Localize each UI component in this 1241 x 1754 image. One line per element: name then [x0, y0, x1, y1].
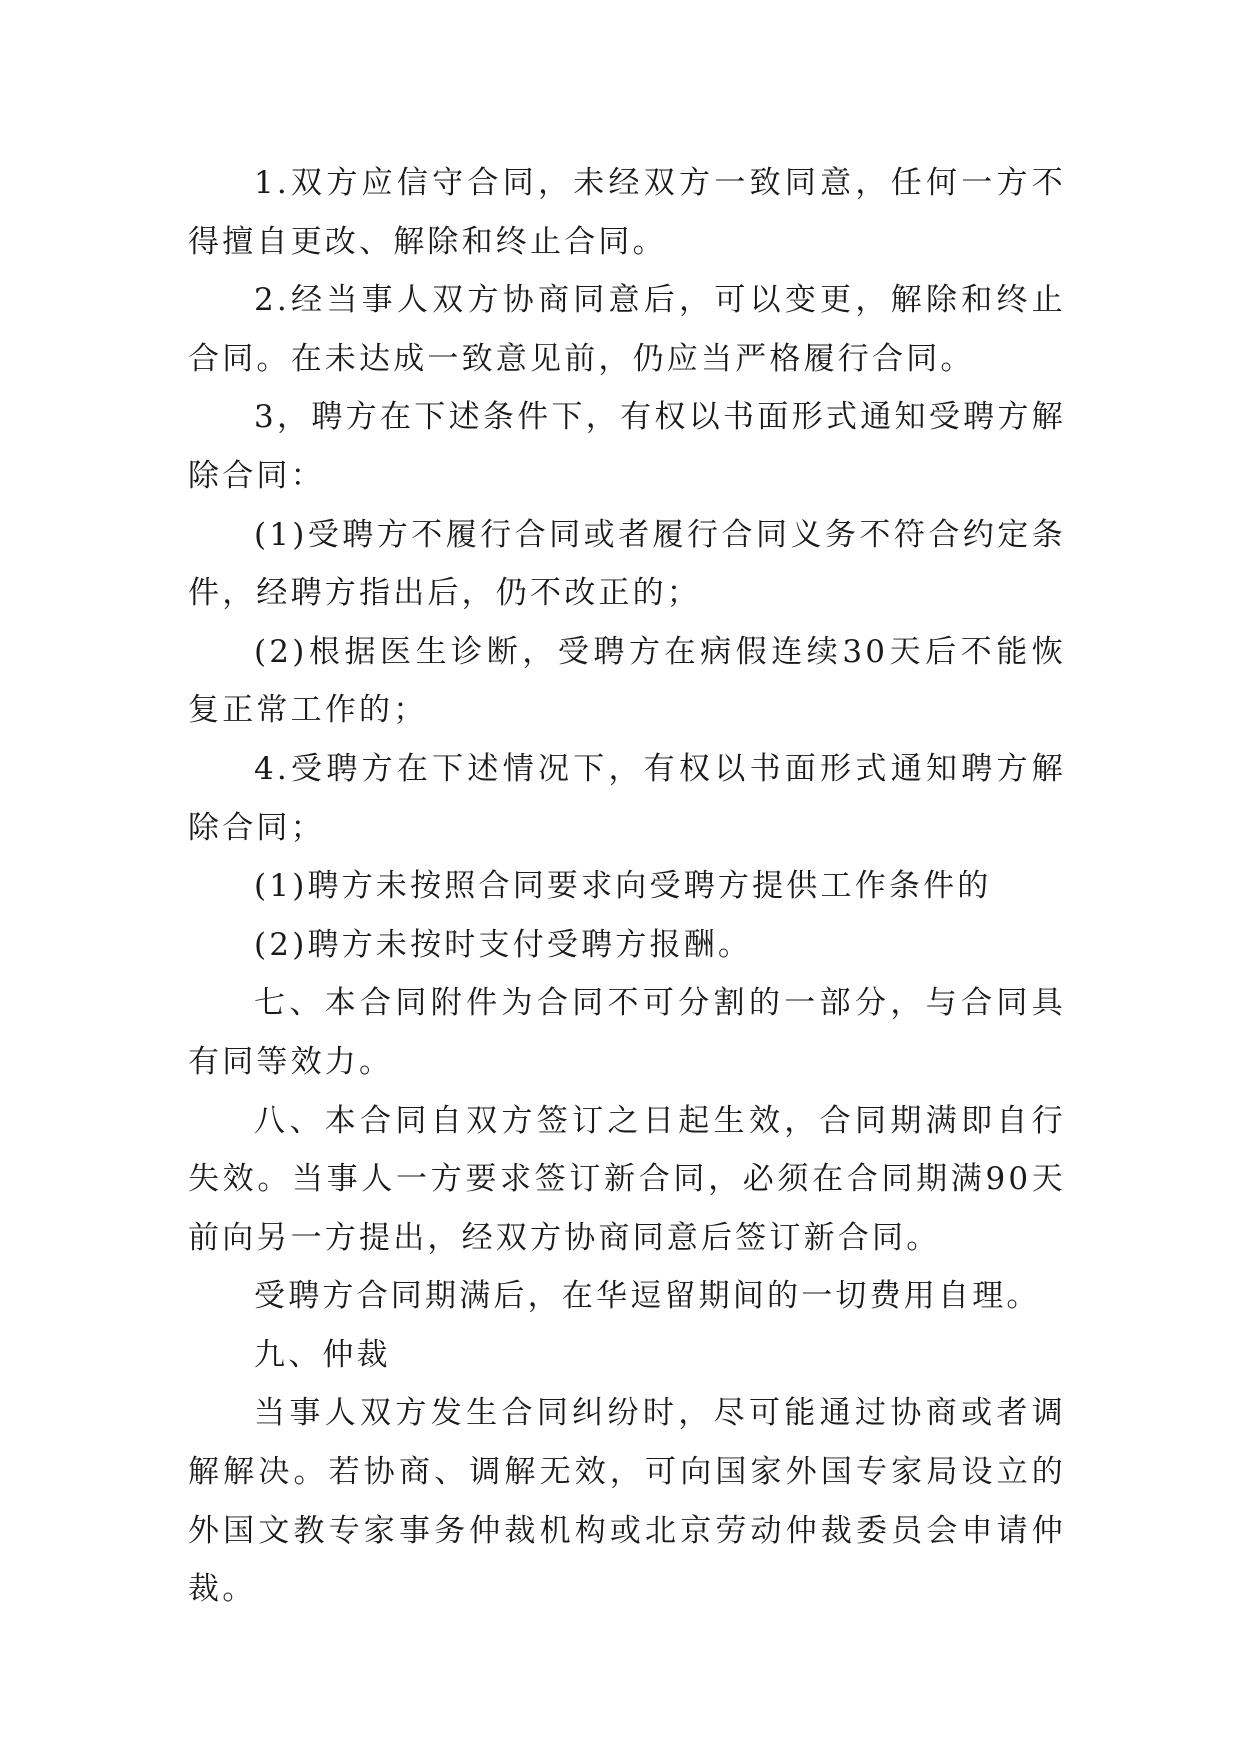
clause-2: 2.经当事人双方协商同意后，可以变更，解除和终止合同。在未达成一致意见前，仍应当严格履行合同。 [188, 282, 1066, 377]
section-8-note: 受聘方合同期满后，在华逗留期间的一切费用自理。 [254, 1278, 1041, 1315]
clause-3: 3，聘方在下述条件下，有权以书面形式通知受聘方解除合同： [188, 399, 1066, 494]
document-body [188, 154, 1066, 1619]
clause-3-item-1: (1)受聘方不履行合同或者履行合同义务不符合约定条件，经聘方指出后，仍不改正的； [188, 516, 1066, 612]
clause-1: 1.双方应信守合同，未经双方一致同意，任何一方不得擅自更改、解除和终止合同。 [188, 165, 1066, 260]
clause-3-item-2: (2)根据医生诊断，受聘方在病假连续30天后不能恢复正常工作的； [188, 633, 1066, 729]
clause-4-item-2: (2)聘方未按时支付受聘方报酬。 [254, 926, 753, 963]
section-7: 七、本合同附件为合同不可分割的一部分，与合同具有同等效力。 [188, 985, 1066, 1080]
section-9-body: 当事人双方发生合同纠纷时，尽可能通过协商或者调解解决。若协商、调解无效，可向国家外国专家局设立的外国文教专家事务仲裁机构或北京劳动仲裁委员会申请仲裁。 [188, 1395, 1066, 1608]
section-9-heading: 九、仲裁 [254, 1336, 391, 1373]
clause-4: 4.受聘方在下述情况下，有权以书面形式通知聘方解除合同； [188, 750, 1066, 846]
clause-4-item-1: (1)聘方未按照合同要求向受聘方提供工作条件的 [254, 868, 992, 905]
section-8: 八、本合同自双方签订之日起生效，合同期满即自行失效。当事人一方要求签订新合同，必须在合同期满90天前向另一方提出，经双方协商同意后签订新合同。 [188, 1102, 1066, 1256]
